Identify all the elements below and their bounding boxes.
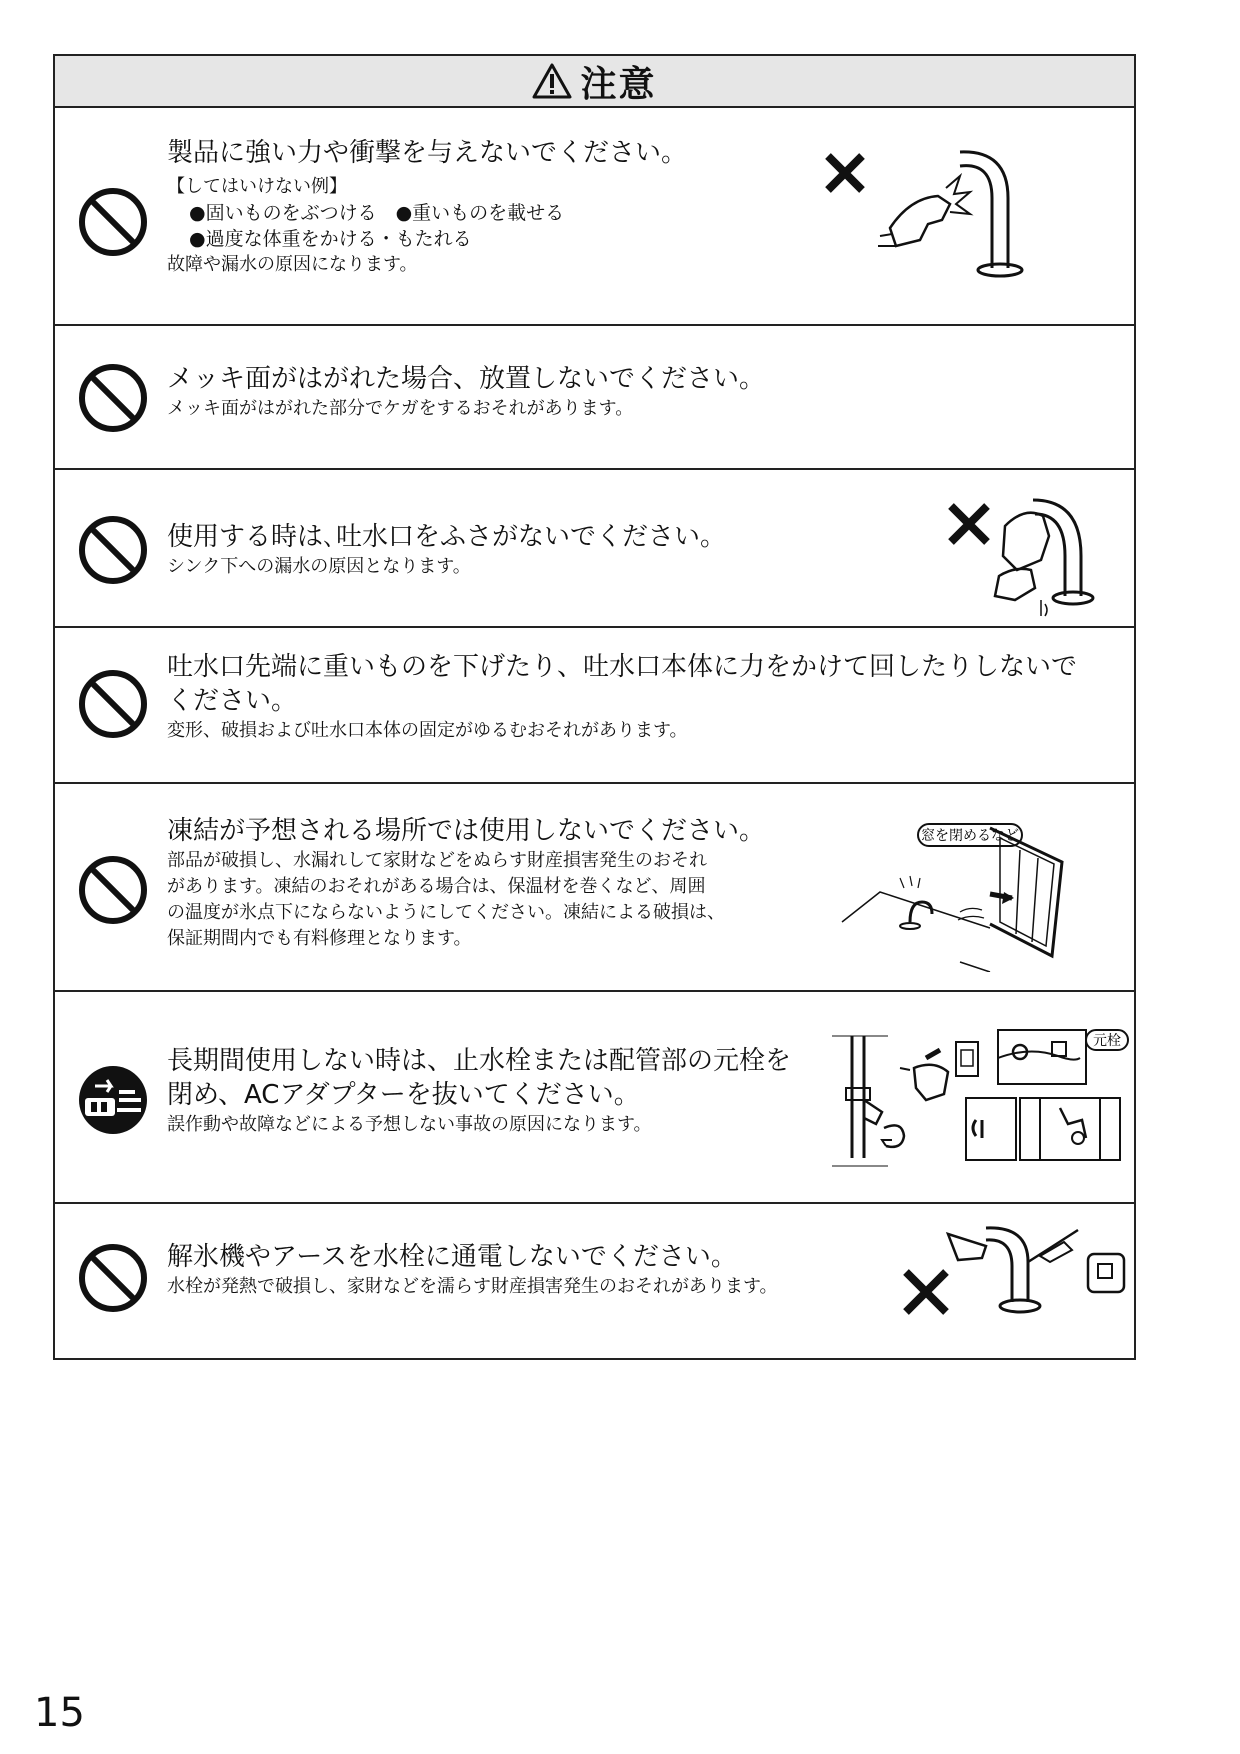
close-window-illustration bbox=[840, 822, 1080, 972]
caution-item-impact bbox=[55, 108, 1134, 326]
item-content bbox=[167, 520, 726, 580]
item-body: メッキ面がはがれた部分でケガをするおそれがあります。 bbox=[167, 398, 634, 419]
caution-item-freezing bbox=[55, 784, 1134, 992]
faucet-impact-illustration bbox=[820, 148, 1090, 278]
shutoff-valve-illustration bbox=[830, 1028, 1130, 1168]
blocked-spout-illustration bbox=[945, 496, 1125, 621]
caution-header bbox=[55, 56, 1134, 108]
warning-triangle-icon bbox=[532, 63, 572, 99]
item-body: 変形、破損および吐水口本体の固定がゆるむおそれがあります。 bbox=[167, 720, 688, 741]
unplug-icon bbox=[77, 1064, 149, 1136]
window-note-tag: 窓を閉めるなど bbox=[921, 828, 1019, 844]
item-content bbox=[167, 814, 765, 952]
item-title-line: 閉め、ACアダプターを抜いてください。 bbox=[167, 1080, 640, 1110]
caution-title: 注意 bbox=[580, 63, 657, 105]
item-content bbox=[167, 362, 765, 422]
prohibition-icon bbox=[77, 1242, 149, 1314]
caution-item-plating bbox=[55, 326, 1134, 470]
example-line: ●過度な体重をかける・もたれる bbox=[189, 228, 472, 250]
caution-item-spout-block bbox=[55, 470, 1134, 628]
item-title: 製品に強い力や衝撃を与えないでください。 bbox=[167, 138, 688, 168]
item-title-line: 吐水口先端に重いものを下げたり、吐水口本体に力をかけて回したりしないで bbox=[167, 652, 1078, 682]
item-title: 解氷機やアースを水栓に通電しないでください。 bbox=[167, 1242, 737, 1272]
item-content bbox=[167, 136, 687, 278]
prohibition-icon bbox=[77, 186, 149, 258]
caution-item-long-absence bbox=[55, 992, 1134, 1204]
item-body-line: の温度が氷点下にならないようにしてください。凍結による破損は、 bbox=[167, 902, 725, 923]
item-body-line: 部品が破損し、水漏れして家財などをぬらす財産損害発生のおそれ bbox=[167, 850, 707, 871]
examples-label: 【してはいけない例】 bbox=[167, 176, 347, 197]
item-body-line: 保証期間内でも有料修理となります。 bbox=[167, 928, 472, 949]
prohibition-icon bbox=[77, 514, 149, 586]
prohibition-icon bbox=[77, 668, 149, 740]
item-body: シンク下への漏水の原因となります。 bbox=[167, 556, 471, 577]
item-content bbox=[167, 1240, 778, 1300]
caution-item-thawing-device bbox=[55, 1204, 1134, 1358]
item-title-line: ください。 bbox=[167, 686, 298, 716]
caution-frame bbox=[53, 54, 1136, 1360]
item-body-line: があります。凍結のおそれがある場合は、保温材を巻くなど、周囲 bbox=[167, 876, 706, 897]
thawing-device-illustration bbox=[900, 1222, 1130, 1322]
item-title: 使用する時は､吐水口をふさがないでください。 bbox=[167, 522, 727, 552]
item-body: 故障や漏水の原因になります。 bbox=[167, 254, 418, 275]
item-body: 誤作動や故障などによる予想しない事故の原因になります。 bbox=[167, 1114, 652, 1135]
item-title: メッキ面がはがれた場合、放置しないでください。 bbox=[167, 364, 766, 394]
prohibition-icon bbox=[77, 854, 149, 926]
item-title: 凍結が予想される場所では使用しないでください。 bbox=[167, 816, 766, 846]
item-body: 水栓が発熱で破損し、家財などを濡らす財産損害発生のおそれがあります。 bbox=[167, 1276, 778, 1297]
caution-item-heavy-load bbox=[55, 628, 1134, 784]
prohibition-icon bbox=[77, 362, 149, 434]
main-valve-tag: 元栓 bbox=[1093, 1033, 1121, 1049]
item-content bbox=[167, 650, 1077, 744]
example-line: ●固いものをぶつける ●重いものを載せる bbox=[189, 202, 565, 224]
page-number: 15 bbox=[34, 1690, 85, 1736]
item-title-line: 長期間使用しない時は、止水栓または配管部の元栓を bbox=[167, 1046, 792, 1076]
item-content bbox=[167, 1044, 791, 1138]
